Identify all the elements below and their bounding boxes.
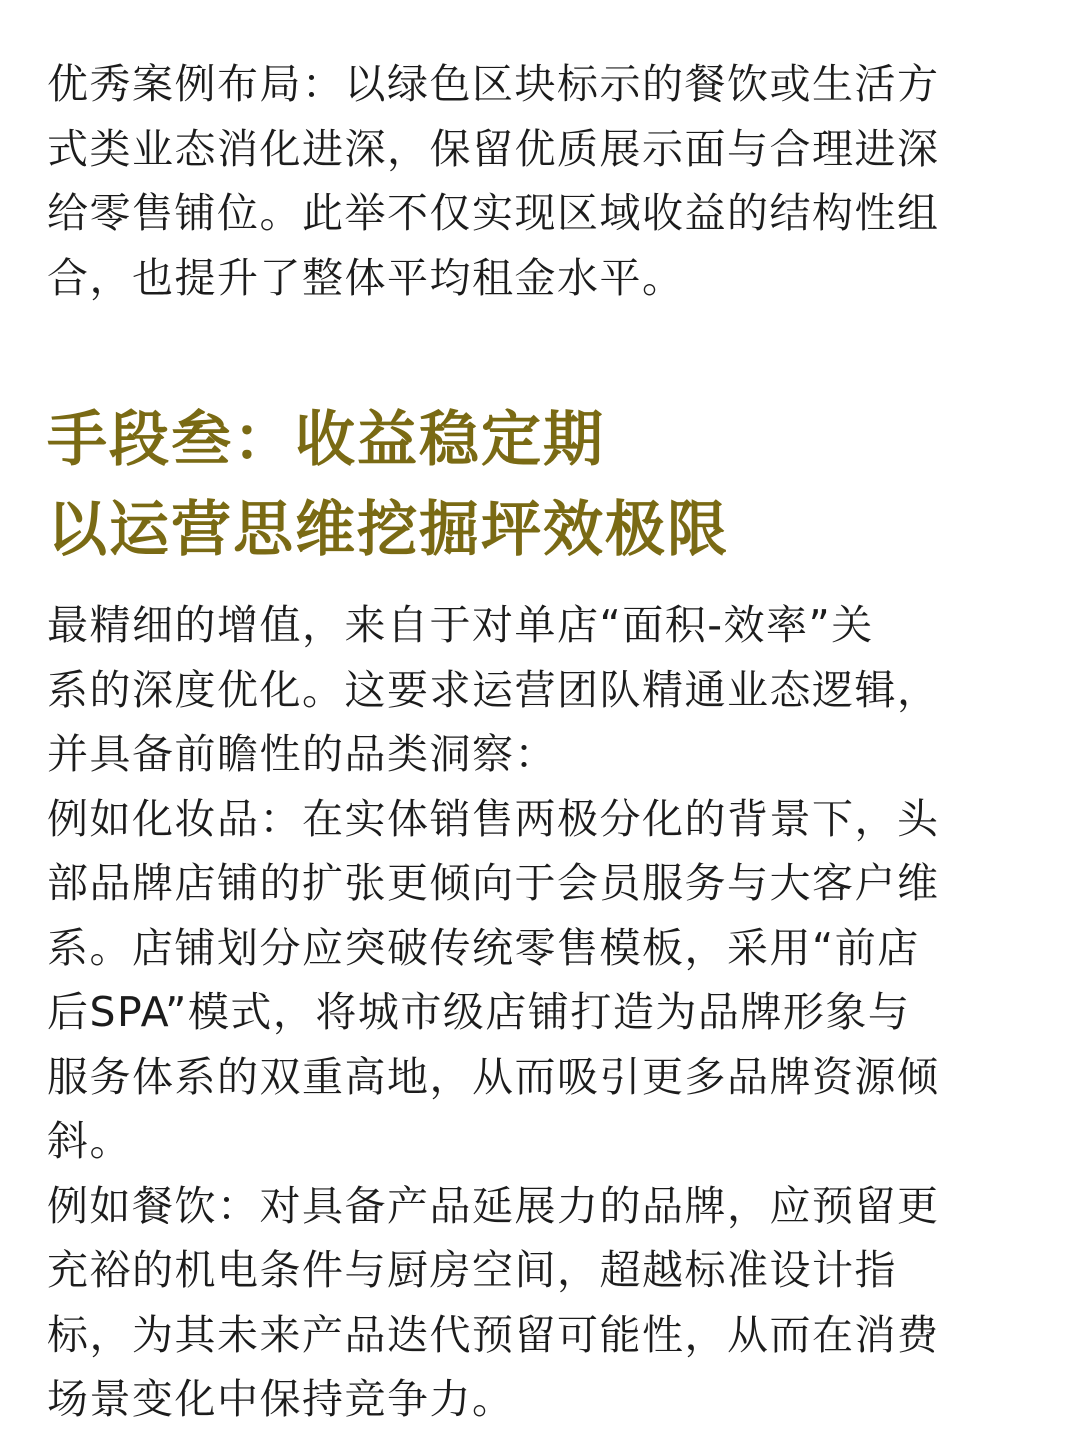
section-heading <box>47 395 1037 575</box>
intro-paragraph: 优秀案例布局：以绿色区块标示的餐饮或生活方 式类业态消化进深，保留优质展示面与合理进深 给零售铺位。此举不仅实现区域收益的结构性组 合，也提升了整体平均租金水平。 <box>47 60 940 302</box>
section-title-line-1: 手段叁：收益稳定期 <box>47 405 605 475</box>
body-paragraph: 最精细的增值，来自于对单店“面积-效率”关 系的深度优化。这要求运营团队精通业态逻辑， 并具备前瞻性的品类洞察： 例如化妆品：在实体销售两极分化的背景下，头 部品牌店铺的扩张更倾向于会员服务与大客户维 系。店铺划分应突破传统零售模板，采用“前店 后SPA”模式，将城市级店铺打造为品牌形象与 服务体系的双重高地，从而吸引更多品牌资源倾 斜。 例如餐饮：对具备产品延展力的品牌，应预留更 充裕的机电条件与厨房空间，超越标准设计指 标，为其未来产品迭代预留可能性，从而在消费 场景变化中保持竞争力。 <box>47 601 940 1423</box>
section-title-line-2: 以运营思维挖掘坪效极限 <box>47 495 729 565</box>
